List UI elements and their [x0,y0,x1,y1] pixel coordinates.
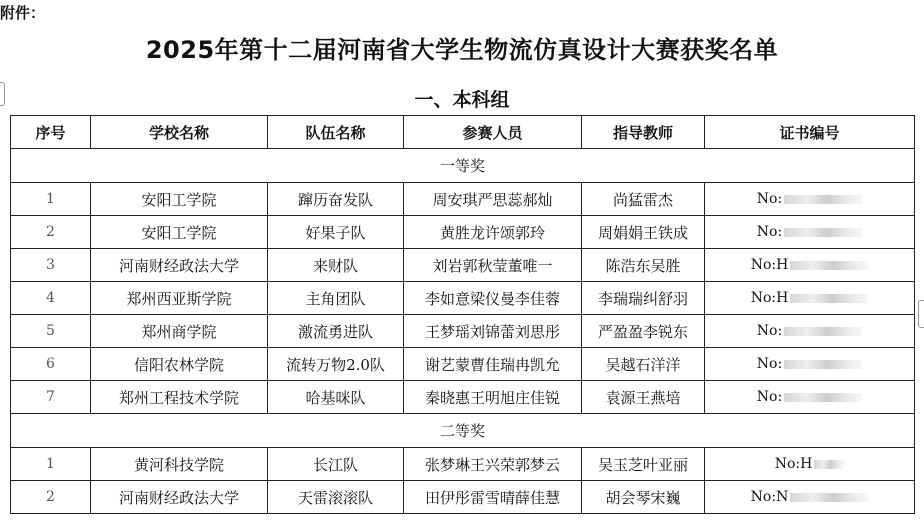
cell-index: 2 [11,216,91,249]
redacted-certificate-mask [790,261,868,270]
table-row [11,315,915,348]
redacted-certificate-mask [790,294,868,303]
cell-advisors: 周娟娟王铁成 [582,216,705,249]
cell-school: 郑州西亚斯学院 [91,282,268,315]
cell-members: 刘岩郭秋莹董唯一 [404,249,582,282]
table-row [11,282,915,315]
cell-team: 长江队 [268,448,404,481]
cell-team: 哈基咪队 [268,381,404,414]
cell-certificate [705,183,915,216]
cell-certificate [705,315,915,348]
cell-school: 安阳工学院 [91,216,268,249]
certificate-number: No:N [750,489,789,505]
cell-team: 好果子队 [268,216,404,249]
section-title: 一、本科组 [414,89,510,111]
cell-certificate [705,348,915,381]
table-row [11,381,915,414]
attachment-label: 附件： [0,4,46,22]
cell-certificate [705,216,915,249]
redacted-certificate-mask [784,195,862,204]
certificate-number: No: [756,389,783,405]
header-team: 队伍名称 [268,116,404,149]
cell-school: 信阳农林学院 [91,348,268,381]
redacted-certificate-mask [784,228,862,237]
cell-advisors: 李瑞瑞纠舒羽 [582,282,705,315]
cell-members: 谢艺蒙曹佳瑞冉凯允 [404,348,582,381]
certificate-number: No:H [750,290,789,306]
header-certificate: 证书编号 [705,116,915,149]
certificate-number: No:H [774,456,813,472]
cell-index: 1 [11,183,91,216]
cell-school: 河南财经政法大学 [91,249,268,282]
cell-advisors: 胡会琴宋巍 [582,481,705,514]
table-row [11,348,915,381]
cell-advisors: 袁源王燕培 [582,381,705,414]
redacted-certificate-mask [790,493,868,502]
award-group-label: 一等奖 [11,149,915,183]
cell-school: 黄河科技学院 [91,448,268,481]
redacted-certificate-mask [784,327,862,336]
cell-advisors: 陈浩东吴胜 [582,249,705,282]
cell-team: 天雷滚滚队 [268,481,404,514]
table-body [11,149,915,514]
cell-team: 流转万物2.0队 [268,348,404,381]
cell-members: 田伊彤雷雪晴薛佳慧 [404,481,582,514]
cell-team: 来财队 [268,249,404,282]
table-row [11,481,915,514]
table-row [11,448,915,481]
cell-members: 王梦瑶刘锦蕾刘思彤 [404,315,582,348]
cell-index: 5 [11,315,91,348]
cell-members: 李如意梁仪曼李佳蓉 [404,282,582,315]
header-advisors: 指导教师 [582,116,705,149]
cell-members: 秦晓惠王明旭庄佳锐 [404,381,582,414]
header-index: 序号 [11,116,91,149]
cell-members: 张梦琳王兴荣郭梦云 [404,448,582,481]
cell-advisors: 吴越石洋洋 [582,348,705,381]
award-group-row [11,149,915,183]
cell-members: 周安琪严思蕊郝灿 [404,183,582,216]
certificate-number: No: [756,356,783,372]
cell-advisors: 严盈盈李锐东 [582,315,705,348]
cell-index: 1 [11,448,91,481]
certificate-number: No: [756,191,783,207]
redacted-certificate-mask [784,360,862,369]
page-title: 2025年第十二届河南省大学生物流仿真设计大赛获奖名单 [145,36,779,64]
awards-table [10,115,915,514]
cell-school: 河南财经政法大学 [91,481,268,514]
certificate-number: No:H [750,257,789,273]
cell-index: 7 [11,381,91,414]
cell-certificate [705,249,915,282]
cell-index: 4 [11,282,91,315]
cell-team: 主角团队 [268,282,404,315]
table-header-row [11,116,915,149]
cell-school: 郑州工程技术学院 [91,381,268,414]
table-row [11,249,915,282]
cell-index: 2 [11,481,91,514]
cell-index: 6 [11,348,91,381]
cell-certificate [705,282,915,315]
header-members: 参赛人员 [404,116,582,149]
cell-advisors: 吴玉芝叶亚丽 [582,448,705,481]
cell-advisors: 尚猛雷杰 [582,183,705,216]
cell-index: 3 [11,249,91,282]
table-row [11,183,915,216]
header-school: 学校名称 [91,116,268,149]
cell-members: 黄胜龙许颂郭玲 [404,216,582,249]
cell-certificate [705,448,915,481]
award-group-label: 二等奖 [11,414,915,448]
cell-certificate [705,381,915,414]
certificate-number: No: [756,224,783,240]
cell-team: 蹿历奋发队 [268,183,404,216]
cell-team: 激流勇进队 [268,315,404,348]
cell-school: 郑州商学院 [91,315,268,348]
redacted-certificate-mask [814,460,844,469]
cell-school: 安阳工学院 [91,183,268,216]
redacted-certificate-mask [784,393,862,402]
certificate-number: No: [756,323,783,339]
award-group-row [11,414,915,448]
table-row [11,216,915,249]
right-edge-handle [918,300,924,328]
cell-certificate [705,481,915,514]
